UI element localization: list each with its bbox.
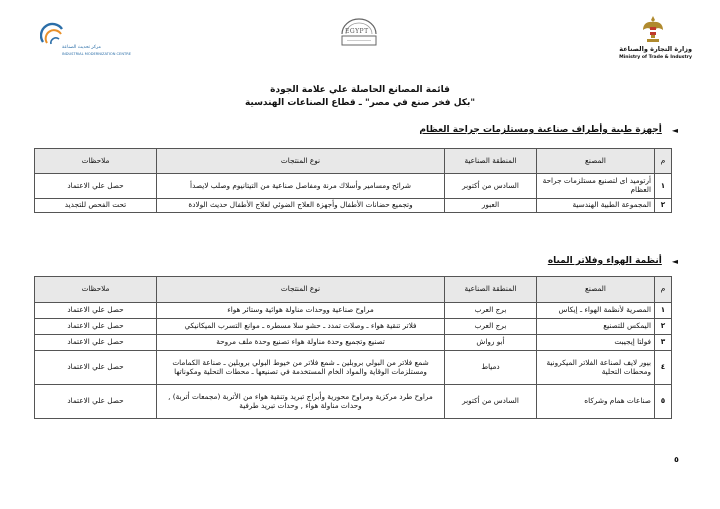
col-header-products: نوع المنتجات	[157, 149, 445, 174]
egypt-wordmark: EGYPT	[345, 28, 369, 35]
col-header-zone: المنطقة الصناعية	[445, 149, 537, 174]
ministry-logo	[612, 14, 692, 66]
industrial-zone: السادس من أكتوبر	[445, 174, 537, 199]
product-types: فلاتر تنقية هواء ـ وصلات تمدد ـ حشو سلا مسطره ـ موانع التسرب الميكانيكي	[157, 319, 445, 335]
industrial-zone: أبو رواش	[445, 335, 537, 351]
medical-factories-table	[34, 148, 672, 213]
notes: حصل علي الاعتماد	[35, 351, 157, 385]
imc-arcs-icon	[40, 22, 66, 46]
product-types: مراوح صناعية ووحدات مناولة هوائية وستائر هواء	[157, 303, 445, 319]
row-number: ٤	[655, 351, 672, 385]
imc-logo	[40, 22, 130, 62]
table-row	[35, 351, 672, 385]
ministry-name-en: Ministry of Trade & Industry	[619, 55, 692, 60]
industrial-zone: برج العرب	[445, 303, 537, 319]
notes: حصل علي الاعتماد	[35, 319, 157, 335]
imc-label-en: INDUSTRIAL MODERNIZATION CENTRE	[62, 52, 131, 56]
table-row	[35, 199, 672, 213]
notes: حصل علي الاعتماد	[35, 303, 157, 319]
col-header-factory: المصنع	[537, 149, 655, 174]
factory-name: المصرية لأنظمة الهواء ـ إيكاس	[537, 303, 655, 319]
factory-name: أرتوميد اى لتصنيع مستلزمات جراحة العظام	[537, 174, 655, 199]
notes: حصل علي الاعتماد	[35, 335, 157, 351]
row-number: ٢	[655, 199, 672, 213]
col-header-num: م	[655, 277, 672, 303]
section-heading-text: أجهزة طبية وأطراف صناعية ومستلزمات جراحة العظام	[419, 125, 662, 135]
notes: تحت الفحص للتجديد	[35, 199, 157, 213]
table-header-row	[35, 149, 672, 174]
section-heading-medical	[419, 125, 678, 135]
notes: حصل علي الاعتماد	[35, 174, 157, 199]
product-types: شمع فلاتر من البولي بروبلين ـ شمع فلاتر من خيوط البولي بروبلين ـ صناعة الكمامات ومستلزمات الوقاية والمواد الخام المستخدمة في تصنيعها ـ محطات التحلية ومكوناتها	[157, 351, 445, 385]
factory-name: اليمكس للتصنيع	[537, 319, 655, 335]
col-header-zone: المنطقة الصناعية	[445, 277, 537, 303]
row-number: ١	[655, 303, 672, 319]
row-number: ١	[655, 174, 672, 199]
factory-name: بيور لايف لصناعة الفلاتر الميكرونية ومحطات التحلية	[537, 351, 655, 385]
factory-name: فولتا إيجيبت	[537, 335, 655, 351]
section-heading-air-systems	[548, 256, 678, 266]
bullet-arrow-icon: ◄	[671, 256, 678, 266]
table-row	[35, 319, 672, 335]
industrial-zone: السادس من أكتوبر	[445, 385, 537, 419]
col-header-factory: المصنع	[537, 277, 655, 303]
page-title: قائمة المصانع الحاصلة علي علامة الجودة	[270, 85, 450, 95]
col-header-notes: ملاحظات	[35, 277, 157, 303]
col-header-notes: ملاحظات	[35, 149, 157, 174]
table-row	[35, 303, 672, 319]
section-heading-text: أنظمة الهواء وفلاتر المياه	[547, 256, 662, 266]
product-types: شرائح ومسامير وأسلاك مرنة ومفاصل صناعية من التيتانيوم وصلب لايصدأ	[157, 174, 445, 199]
product-types: مراوح طرد مركزية ومراوح محورية وأبراج تبريد وتنقية هواء من الأتربة (مجمعات أتربة) , وحدات مناولة هواء , وحدات تبريد طرفية	[157, 385, 445, 419]
bullet-arrow-icon: ◄	[671, 125, 678, 135]
page-subtitle: "بكل فخر صنع في مصر" ـ قطاع الصناعات الهندسية	[244, 98, 476, 108]
ministry-name-ar: وزارة التجارة والصناعة	[619, 45, 692, 53]
industrial-zone: دمياط	[445, 351, 537, 385]
product-types: تصنيع وتجميع وحدة مناولة هواء تصنيع وحدة ملف مروحة	[157, 335, 445, 351]
product-types: وتجميع حضانات الأطفال وأجهزة العلاج الضوئي لعلاج الأطفال حديث الولادة	[157, 199, 445, 213]
notes: حصل علي الاعتماد	[35, 385, 157, 419]
table-row	[35, 335, 672, 351]
imc-label-ar: مركز تحديث الصناعة	[62, 45, 101, 50]
row-number: ٣	[655, 335, 672, 351]
factory-name: صناعات همام وشركاه	[537, 385, 655, 419]
page-number: ٥	[674, 455, 679, 464]
industrial-zone: برج العرب	[445, 319, 537, 335]
made-in-egypt-logo	[334, 14, 384, 50]
table-row	[35, 385, 672, 419]
eagle-emblem-icon	[642, 14, 664, 44]
industrial-zone: العبور	[445, 199, 537, 213]
col-header-num: م	[655, 149, 672, 174]
factory-name: المجموعة الطبية الهندسية	[537, 199, 655, 213]
col-header-products: نوع المنتجات	[157, 277, 445, 303]
row-number: ٢	[655, 319, 672, 335]
air-systems-factories-table	[34, 276, 672, 419]
table-row	[35, 174, 672, 199]
table-header-row	[35, 277, 672, 303]
row-number: ٥	[655, 385, 672, 419]
